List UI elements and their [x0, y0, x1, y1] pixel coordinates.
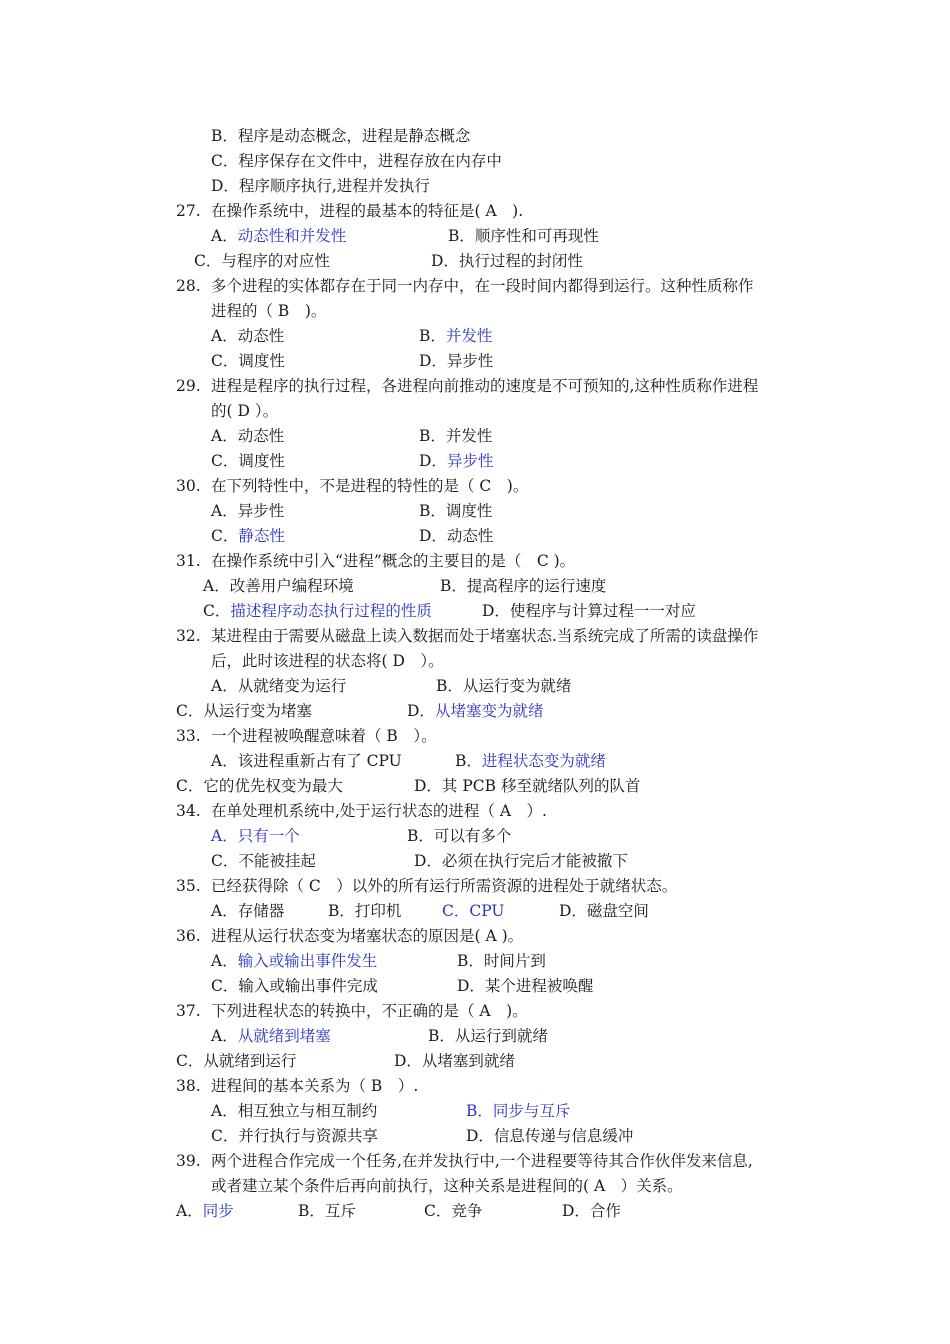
question-number: 35. — [176, 877, 201, 895]
correct-answer-text: 描述程序动态执行过程的性质 — [230, 602, 432, 620]
option-line: D．从堵塞到就绪 — [394, 1052, 515, 1070]
question-number: 39. — [176, 1152, 201, 1170]
answer-option — [203, 601, 432, 621]
option-line: D．使程序与计算过程一一对应 — [482, 602, 696, 620]
option-letter: C． — [203, 602, 231, 620]
option-line: B．从运行到就绪 — [428, 1027, 548, 1045]
question-stem: 在单处理机系统中,处于运行状态的进程（ A ）. — [211, 802, 547, 820]
answer-option — [455, 751, 606, 771]
option-line: C．从运行变为堵塞 — [176, 702, 312, 720]
option-line: B．从运行变为就绪 — [436, 677, 572, 695]
question-stem: 后，此时该进程的状态将( D ）。 — [211, 652, 444, 670]
question-stem: 已经获得除（ C ）以外的所有运行所需资源的进程处于就绪状态。 — [211, 877, 678, 895]
option-line: D．程序顺序执行,进程并发执行 — [211, 177, 430, 195]
option-line: B．互斥 — [298, 1202, 356, 1220]
question-number: 27. — [176, 202, 201, 220]
correct-answer-text: 异步性 — [446, 452, 494, 470]
option-line: D．执行过程的封闭性 — [431, 252, 583, 270]
option-line: A．动态性 — [211, 427, 285, 445]
option-line: B．提高程序的运行速度 — [440, 577, 607, 595]
answer-option — [211, 826, 300, 846]
option-line: B．顺序性和可再现性 — [448, 227, 599, 245]
question-stem: 某进程由于需要从磁盘上读入数据而处于堵塞状态.当系统完成了所需的读盘操作 — [211, 627, 759, 645]
question-stem: 进程间的基本关系为（ B ）. — [211, 1077, 419, 1095]
question-stem: 在操作系统中引入“进程”概念的主要目的是（ C )。 — [211, 552, 576, 570]
option-line: C．竞争 — [424, 1202, 483, 1220]
answer-option — [176, 1201, 234, 1221]
question-number: 29. — [176, 377, 201, 395]
question-number: 31. — [176, 552, 201, 570]
option-letter: B． — [419, 327, 446, 345]
option-letter: A． — [211, 952, 238, 970]
option-line: A．从就绪变为运行 — [211, 677, 347, 695]
option-letter: D． — [407, 702, 435, 720]
question-stem: 或者建立某个条件后再向前执行，这种关系是进程间的( A ）关系。 — [211, 1177, 683, 1195]
option-line: D．某个进程被唤醒 — [457, 977, 594, 995]
answer-option — [442, 901, 504, 921]
option-line: B．程序是动态概念，进程是静态概念 — [211, 127, 471, 145]
answer-option — [211, 526, 285, 546]
correct-answer-text: 从堵塞变为就绪 — [434, 702, 544, 720]
option-line: C．并行执行与资源共享 — [211, 1127, 378, 1145]
option-line: A．动态性 — [211, 327, 285, 345]
option-line: C．输入或输出事件完成 — [211, 977, 378, 995]
option-line: C．它的优先权变为最大 — [176, 777, 343, 795]
correct-answer-text: 进程状态变为就绪 — [481, 752, 606, 770]
option-line: B．打印机 — [328, 902, 402, 920]
answer-option — [211, 951, 377, 971]
correct-answer-text: 同步 — [202, 1202, 234, 1220]
correct-answer-text: 并发性 — [445, 327, 493, 345]
answer-option — [466, 1101, 570, 1121]
option-line: C．与程序的对应性 — [194, 252, 330, 270]
question-number: 28. — [176, 277, 201, 295]
question-stem: 在下列特性中，不是进程的特性的是（ C )。 — [211, 477, 529, 495]
option-line: C．从就绪到运行 — [176, 1052, 297, 1070]
question-stem: 在操作系统中，进程的最基本的特征是( A ). — [211, 202, 524, 220]
answer-option — [419, 326, 492, 346]
question-stem: 进程是程序的执行过程，各进程向前推动的速度是不可预知的,这种性质称作进程 — [211, 377, 759, 395]
option-letter: A． — [176, 1202, 203, 1220]
question-number: 38. — [176, 1077, 201, 1095]
option-line: B．时间片到 — [457, 952, 546, 970]
correct-answer-text: 静态性 — [238, 527, 285, 545]
option-line: A．存储器 — [211, 902, 285, 920]
question-stem: 进程的（ B )。 — [211, 302, 327, 320]
option-letter: C． — [211, 527, 239, 545]
option-line: D．其 PCB 移至就绪队列的队首 — [414, 777, 641, 795]
question-number: 32. — [176, 627, 201, 645]
option-line: D．异步性 — [419, 352, 494, 370]
option-line: B．并发性 — [419, 427, 493, 445]
option-line: C．程序保存在文件中，进程存放在内存中 — [211, 152, 502, 170]
question-number: 34. — [176, 802, 201, 820]
question-stem: 一个进程被唤醒意味着（ B ）。 — [211, 727, 437, 745]
answer-option — [419, 451, 493, 471]
question-stem: 的( D ）。 — [211, 402, 279, 420]
question-number: 33. — [176, 727, 201, 745]
correct-answer-text: CPU — [469, 902, 505, 920]
option-letter: B． — [466, 1102, 493, 1120]
question-number: 37. — [176, 1002, 201, 1020]
correct-answer-text: 只有一个 — [237, 827, 300, 845]
correct-answer-text: 输入或输出事件发生 — [237, 952, 378, 970]
option-line: A．相互独立与相互制约 — [211, 1102, 378, 1120]
option-line: A．异步性 — [211, 502, 285, 520]
question-stem: 下列进程状态的转换中，不正确的是（ A )。 — [211, 1002, 528, 1020]
option-line: B．可以有多个 — [407, 827, 512, 845]
question-number: 30. — [176, 477, 201, 495]
option-line: D．磁盘空间 — [559, 902, 649, 920]
option-line: D．动态性 — [419, 527, 494, 545]
correct-answer-text: 动态性和并发性 — [237, 227, 347, 245]
option-line: D．合作 — [562, 1202, 621, 1220]
option-letter: B． — [455, 752, 482, 770]
option-line: D．必须在执行完后才能被撤下 — [414, 852, 628, 870]
option-letter: C． — [442, 902, 470, 920]
question-stem: 进程从运行状态变为堵塞状态的原因是( A )。 — [211, 927, 524, 945]
answer-option — [407, 701, 543, 721]
option-line: C．调度性 — [211, 352, 285, 370]
option-line: C．调度性 — [211, 452, 285, 470]
correct-answer-text: 同步与互斥 — [492, 1102, 571, 1120]
option-line: A．该进程重新占有了 CPU — [211, 752, 402, 770]
answer-option — [211, 1026, 331, 1046]
option-letter: A． — [211, 227, 238, 245]
option-line: C．不能被挂起 — [211, 852, 316, 870]
option-line: A．改善用户编程环境 — [203, 577, 354, 595]
option-line: B．调度性 — [419, 502, 493, 520]
option-letter: D． — [419, 452, 447, 470]
question-stem: 多个进程的实体都存在于同一内存中，在一段时间内都得到运行。这种性质称作 — [211, 277, 754, 295]
answer-option — [211, 226, 346, 246]
option-letter: A． — [211, 827, 238, 845]
question-number: 36. — [176, 927, 201, 945]
option-line: D．信息传递与信息缓冲 — [466, 1127, 634, 1145]
correct-answer-text: 从就绪到堵塞 — [237, 1027, 331, 1045]
question-stem: 两个进程合作完成一个任务,在并发执行中,一个进程要等待其合作伙伴发来信息, — [211, 1152, 753, 1170]
option-letter: A． — [211, 1027, 238, 1045]
